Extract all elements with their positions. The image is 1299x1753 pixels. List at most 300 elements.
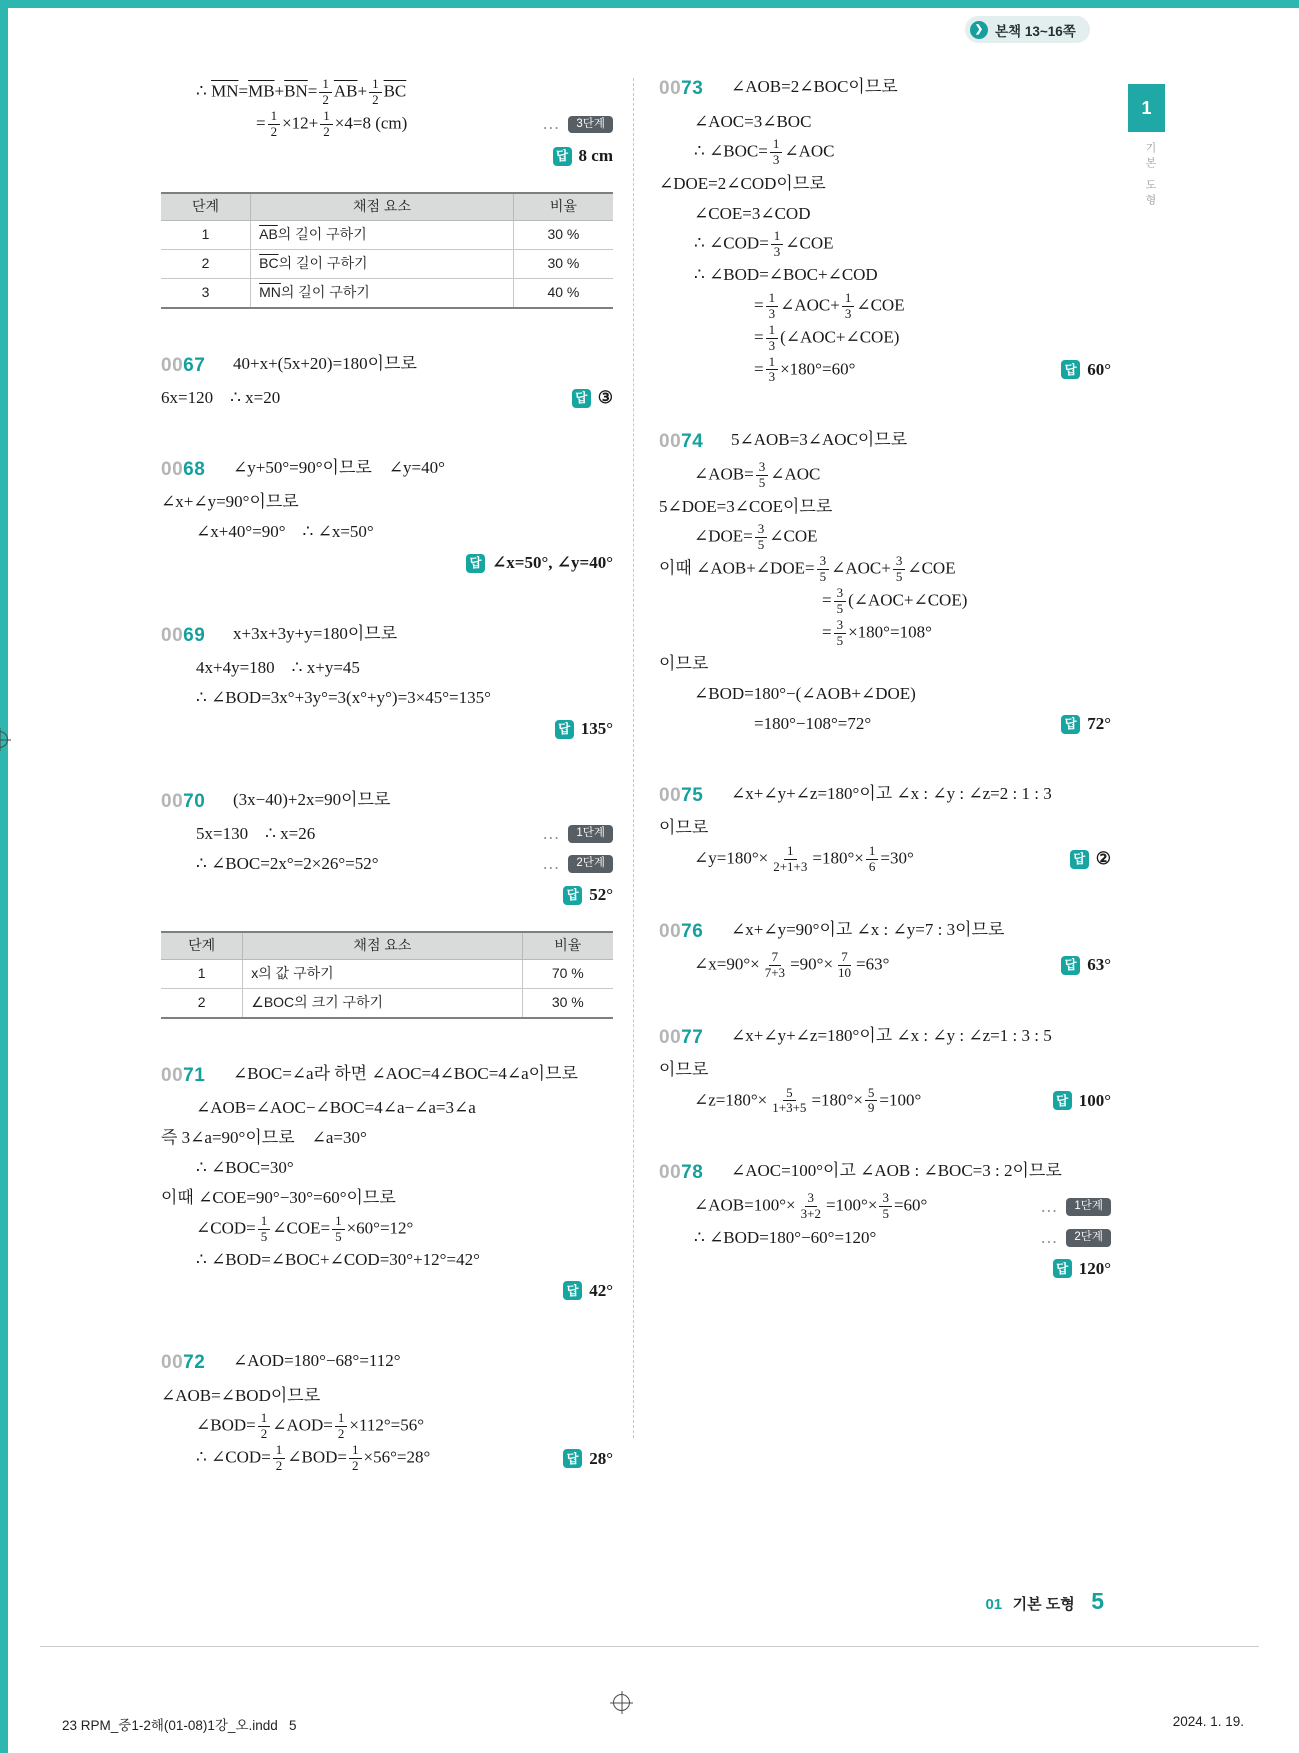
fraction: $\frac{3}{5}$ [756, 460, 769, 491]
fraction: $\frac{1}{3}$ [771, 229, 784, 260]
math-text: ∠COE=3∠COD [694, 203, 811, 223]
problem-block [161, 1063, 613, 1307]
table-cell: 3 [161, 278, 251, 308]
math-text: ∠AOB=∠BOD이므로 [161, 1386, 321, 1406]
problem-block [161, 353, 613, 413]
table-cell: ∠BOC의 크기 구하기 [243, 988, 522, 1018]
problem-head [659, 1160, 1111, 1190]
problem-number-prefix: 00 [659, 431, 682, 453]
book-ref-label: 본책 13~16쪽 [995, 23, 1076, 39]
fraction: $\frac{1}{3}$ [766, 355, 779, 386]
problem-block [659, 919, 1111, 981]
solution-line [161, 684, 613, 713]
table-cell: 70 % [522, 959, 613, 988]
answer-line [161, 714, 613, 745]
answer-badge: 답 [563, 886, 582, 905]
answer-value: ∠x=50°, ∠y=40° [492, 553, 613, 573]
solution-line [659, 291, 1111, 322]
solution-line [161, 1381, 613, 1410]
overline-segment: $\overline{MN}$ [211, 81, 239, 101]
problem-number-prefix: 00 [161, 458, 184, 480]
problem-number-suffix: 74 [681, 431, 704, 453]
solution-line [161, 850, 613, 879]
answer [1051, 954, 1111, 976]
problem-first-line: ∠AOC=100°이고 ∠AOB : ∠BOC=3 : 2이므로 [731, 1161, 1062, 1181]
answer-value: 63° [1087, 955, 1111, 975]
math-text: ∠x+∠y=90°이므로 [161, 492, 299, 512]
fraction: $\frac{1}{3}$ [766, 291, 779, 322]
math-text: ∴ ∠BOD=3x°+3y°=3(x°+y°)=3×45°=135° [196, 688, 491, 708]
answer-badge: 답 [1061, 956, 1080, 975]
answer-badge: 답 [563, 1281, 582, 1300]
math-text: ∠DOE=2∠COD이므로 [659, 173, 826, 193]
problem-block [659, 429, 1111, 738]
problem-number [659, 76, 731, 101]
math-text: 이때 ∠AOB+∠DOE= $\frac{3}{5}$ ∠AOC+ $\frac{3}{5}$ ∠COE [659, 553, 956, 585]
chapter-side-label: 기본 도형 [1144, 142, 1156, 210]
problem-number-prefix: 00 [161, 1352, 184, 1374]
problem-number-prefix: 00 [659, 784, 682, 806]
problem-head [161, 1350, 613, 1380]
fraction: $\frac{7}{7+3}$ [764, 948, 786, 980]
table-row [161, 220, 613, 249]
math-text: 5∠DOE=3∠COE이므로 [659, 496, 833, 516]
problem-number [659, 1025, 731, 1050]
answer-line [161, 880, 613, 911]
problem-number-suffix: 67 [183, 354, 206, 376]
math-text: ∴ ∠BOD=180°−60°=120° [694, 1227, 877, 1247]
fraction: $\frac{3}{5}$ [755, 522, 768, 553]
problem-block [161, 623, 613, 745]
math-text: ∴ $\overline{MN}=\overline{MB}+\overline{BN}=$ $\frac{1}{2}$ $\overline{AB}+$ $\frac{1}{2}$ $\overline{BC}$ [196, 76, 407, 107]
math-text: ∠DOE= $\frac{3}{5}$ ∠COE [694, 521, 818, 553]
problem-head [659, 783, 1111, 813]
chapter-title: 기본 도형 [1012, 1596, 1075, 1613]
overline-segment: $\overline{BN}$ [284, 81, 308, 101]
problem-first-line: ∠x+∠y+∠z=180°이고 ∠x : ∠y : ∠z=2 : 1 : 3 [731, 783, 1052, 803]
solution-line [659, 323, 1111, 354]
math-text: ∠COD= $\frac{1}{5}$ ∠COE= $\frac{1}{5}$ ×60°=12° [196, 1212, 414, 1244]
ellipsis: … [542, 824, 562, 844]
solution-line [659, 586, 1111, 617]
table-header-cell: 비율 [513, 193, 613, 220]
solution-line [659, 355, 1111, 386]
fraction: $\frac{3}{5}$ [893, 554, 906, 585]
solution-line [161, 77, 613, 108]
solution-line [161, 1184, 613, 1213]
left-accent-bar [0, 0, 8, 1753]
math-text: ∠x=90°× $\frac{7}{7+3}$ =90°× $\frac{7}{10}$ =63° [694, 948, 890, 980]
solution-line [659, 492, 1111, 521]
answer-badge: 답 [1053, 1259, 1072, 1278]
math-text: = $\frac{1}{2}$ ×12+ $\frac{1}{2}$ ×4=8 (cm) [256, 107, 408, 139]
math-text: 6x=120 ∴ x=20 [161, 388, 281, 408]
problem-number-prefix: 00 [161, 354, 184, 376]
math-text: ∴ ∠BOD=∠BOC+∠COD=30°+12°=42° [196, 1250, 480, 1270]
answer-value: 135° [580, 719, 613, 739]
table-cell: 30 % [513, 249, 613, 278]
ellipsis: … [1040, 1196, 1060, 1216]
step-badge: 1단계 [568, 825, 613, 843]
ellipsis: … [542, 854, 562, 874]
answer-line [659, 1253, 1111, 1284]
problem-head [161, 353, 613, 383]
problem-block [659, 1160, 1111, 1284]
problem-head [161, 789, 613, 819]
answer [1043, 1090, 1111, 1112]
table-header-cell: 단계 [161, 193, 251, 220]
problem-number [161, 623, 233, 648]
chevron-right-icon: ❯ [970, 21, 988, 39]
answer [543, 145, 613, 167]
table-row [161, 249, 613, 278]
fraction: $\frac{1}{2}$ [320, 109, 333, 140]
fraction: $\frac{1}{2}$ [268, 109, 281, 140]
solution-line [659, 199, 1111, 228]
table-row [161, 278, 613, 308]
solution-line [659, 618, 1111, 649]
answer [456, 552, 613, 574]
overline-segment: $\overline{BC}$ [259, 254, 279, 271]
answer-value: 8 cm [578, 146, 613, 166]
solution-line [161, 109, 613, 140]
answer [1051, 359, 1111, 381]
answer [562, 387, 613, 409]
solution-line [659, 554, 1111, 585]
answer [553, 884, 613, 906]
math-text: 이때 ∠COE=90°−30°=60°이므로 [161, 1188, 396, 1208]
table-cell: 30 % [513, 220, 613, 249]
math-text: ∠AOB=∠AOC−∠BOC=4∠a−∠a=3∠a [196, 1098, 476, 1118]
problem-number-suffix: 69 [183, 624, 206, 646]
solution-line [659, 229, 1111, 260]
solution-line [659, 522, 1111, 553]
answer-value: 42° [589, 1281, 613, 1301]
problem-number-suffix: 70 [183, 790, 206, 812]
answer-badge: 답 [1061, 715, 1080, 734]
page-number: 5 [1091, 1588, 1104, 1614]
solution-line [659, 814, 1111, 843]
answer-badge: 답 [1070, 850, 1089, 869]
step-badge: 2단계 [1066, 1229, 1111, 1247]
fraction: $\frac{1}{5}$ [332, 1214, 345, 1245]
math-text: 이므로 [659, 818, 709, 838]
fraction: $\frac{1}{6}$ [866, 844, 879, 875]
answer-badge: 답 [563, 1449, 582, 1468]
problem-head [161, 623, 613, 653]
problem-number-suffix: 77 [681, 1026, 704, 1048]
answer-value: 120° [1078, 1258, 1111, 1278]
problem-block [659, 76, 1111, 385]
print-date: 2024. 1. 19. [1172, 1714, 1244, 1729]
answer [1051, 713, 1111, 735]
problem-number-prefix: 00 [659, 78, 682, 99]
book-ref-badge [965, 16, 1090, 43]
math-text: = $\frac{3}{5}$ ×180°=108° [822, 616, 932, 648]
math-text: 이므로 [659, 654, 709, 674]
answer-badge: 답 [466, 554, 485, 573]
problem-number-suffix: 76 [681, 920, 704, 942]
fraction: $\frac{3}{5}$ [879, 1191, 892, 1222]
problem-number-suffix: 72 [183, 1352, 206, 1374]
table-cell: 30 % [522, 988, 613, 1018]
fraction: $\frac{1}{2}$ [369, 77, 382, 108]
table-cell: $\overline{BC}$의 길이 구하기 [251, 249, 514, 278]
ellipsis: … [1040, 1227, 1060, 1247]
problem-number-prefix: 00 [161, 1064, 184, 1086]
math-text: ∴ ∠COD= $\frac{1}{2}$ ∠BOD= $\frac{1}{2}$ ×56°=28° [196, 1442, 431, 1474]
table-cell: $\overline{AB}$의 길이 구하기 [251, 220, 514, 249]
math-text: ∠z=180°× $\frac{5}{1+3+5}$ =180°× $\frac{5}{9}$ =100° [694, 1084, 922, 1116]
chapter-footer [659, 1588, 1104, 1615]
problem-number [161, 789, 233, 814]
answer-line [161, 1275, 613, 1306]
fraction: $\frac{5}{1+3+5}$ [772, 1084, 807, 1116]
answer-value: 100° [1078, 1091, 1111, 1111]
problem-head [161, 1063, 613, 1093]
solution-line [659, 950, 1111, 981]
solution-block [161, 77, 613, 172]
solution-line [659, 680, 1111, 709]
solution-line [659, 710, 1111, 739]
answer [553, 1448, 613, 1470]
problem-number [659, 783, 731, 808]
solution-line [659, 137, 1111, 168]
overline-segment: $\overline{MB}$ [248, 81, 275, 101]
solution-line [659, 1191, 1111, 1222]
problem-number-suffix: 71 [183, 1064, 206, 1086]
math-text: = $\frac{3}{5}$ (∠AOC+∠COE) [822, 585, 968, 616]
problem-number-prefix: 00 [659, 1026, 682, 1048]
problem-number-prefix: 00 [659, 920, 682, 942]
problem-number [161, 457, 233, 482]
answer-value: ③ [597, 388, 613, 408]
fraction: $\frac{1}{2}$ [335, 1411, 348, 1442]
problem-number-prefix: 00 [161, 790, 184, 812]
fraction: $\frac{5}{9}$ [865, 1086, 878, 1117]
math-text: ∴ ∠BOC=2x°=2×26°=52° [196, 854, 379, 874]
math-text: ∠AOB= $\frac{3}{5}$ ∠AOC [694, 459, 821, 491]
step-badge: 1단계 [1066, 1198, 1111, 1216]
math-text: = $\frac{1}{3}$ ×180°=60° [754, 353, 856, 385]
problem-first-line: ∠x+∠y+∠z=180°이고 ∠x : ∠y : ∠z=1 : 3 : 5 [731, 1025, 1052, 1045]
answer-value: 52° [589, 885, 613, 905]
solution-line [161, 488, 613, 517]
table-row [161, 959, 613, 988]
problem-head [659, 919, 1111, 949]
answer-line [161, 548, 613, 579]
math-text: ∠BOD= $\frac{1}{2}$ ∠AOD= $\frac{1}{2}$ ×112°=56° [196, 1410, 425, 1442]
table-header-cell: 채점 요소 [243, 932, 522, 959]
table-header-cell: 채점 요소 [251, 193, 514, 220]
solution-line [659, 460, 1111, 491]
problem-first-line: ∠AOB=2∠BOC이므로 [731, 77, 898, 96]
math-text: 4x+4y=180 ∴ x+y=45 [196, 658, 360, 678]
problem-head [659, 1025, 1111, 1055]
overline-segment: $\overline{AB}$ [259, 225, 278, 242]
fraction: $\frac{1}{2}$ [349, 1443, 362, 1474]
problem-first-line: 40+x+(5x+20)=180이므로 [233, 353, 417, 373]
fraction: $\frac{1}{2}$ [273, 1443, 286, 1474]
math-text: ∠BOD=180°−(∠AOB+∠DOE) [694, 684, 916, 704]
table-header-cell: 비율 [522, 932, 613, 959]
problem-number [659, 919, 731, 944]
table-header-row [161, 932, 613, 959]
table-header-cell: 단계 [161, 932, 243, 959]
problem-number-prefix: 00 [161, 624, 184, 646]
problem-block [161, 1350, 613, 1474]
fraction: $\frac{1}{3}$ [842, 291, 855, 322]
table-row [161, 988, 613, 1018]
fraction: $\frac{1}{5}$ [258, 1214, 271, 1245]
problem-head [659, 429, 1111, 459]
column-divider [633, 78, 634, 1438]
solution-line [659, 261, 1111, 290]
math-text: ∠x+40°=90° ∴ ∠x=50° [196, 522, 374, 542]
answer-value: 60° [1087, 360, 1111, 380]
table-cell: 2 [161, 249, 251, 278]
problem-number-suffix: 75 [681, 784, 704, 806]
chapter-side-tab: 1 [1128, 84, 1165, 132]
table-cell: 1 [161, 959, 243, 988]
registration-mark [613, 1694, 630, 1711]
math-text: ∴ ∠BOC= $\frac{1}{3}$ ∠AOC [694, 136, 835, 167]
fraction: $\frac{1}{2+1+3}$ [773, 842, 808, 874]
math-text: ∴ ∠COD= $\frac{1}{3}$ ∠COE [694, 227, 834, 259]
top-accent-bar [0, 0, 1299, 8]
answer-badge: 답 [1061, 360, 1080, 379]
footer-rule [40, 1646, 1259, 1647]
solution-line [161, 820, 613, 849]
answer-value: ② [1095, 849, 1111, 869]
answer-badge: 답 [553, 147, 572, 166]
problem-number-suffix: 68 [183, 458, 206, 480]
table-cell: 2 [161, 988, 243, 1018]
table-cell: 1 [161, 220, 251, 249]
problem-number [161, 353, 233, 378]
grading-table [161, 931, 613, 1019]
math-text: ∠AOB=100°× $\frac{3}{3+2}$ =100°× $\frac{3}{5}$ =60° [694, 1190, 928, 1222]
fraction: $\frac{3}{5}$ [817, 554, 830, 585]
problem-number [161, 1063, 233, 1088]
answer-value: 28° [589, 1448, 613, 1468]
solution-line [161, 1094, 613, 1123]
math-text: 이므로 [659, 1060, 709, 1080]
solution-line [161, 518, 613, 547]
overline-segment: $\overline{MN}$ [259, 283, 281, 300]
solution-line [161, 654, 613, 683]
math-text: ∠AOC=3∠BOC [694, 111, 812, 131]
problem-first-line: x+3x+3y+y=180이므로 [233, 623, 398, 643]
answer-line [161, 141, 613, 172]
fraction: $\frac{1}{3}$ [770, 137, 783, 168]
solution-line [659, 650, 1111, 679]
math-text: ∠y=180°× $\frac{1}{2+1+3}$ =180°× $\frac{1}{6}$ =30° [694, 842, 914, 874]
solution-line [161, 384, 613, 413]
answer-badge: 답 [572, 389, 591, 408]
solution-line [659, 844, 1111, 875]
math-text: = $\frac{1}{3}$ ∠AOC+ $\frac{1}{3}$ ∠COE [754, 289, 905, 321]
table-cell: 40 % [513, 278, 613, 308]
math-text: ∴ ∠BOC=30° [196, 1158, 294, 1178]
solution-line [659, 1056, 1111, 1085]
fraction: $\frac{3}{3+2}$ [800, 1190, 821, 1222]
problem-first-line: ∠AOD=180°−68°=112° [233, 1351, 401, 1371]
math-text: =180°−108°=72° [754, 714, 872, 734]
print-file-info: 23 RPM_중1-2해(01-08)1강_오.indd 5 [62, 1718, 297, 1733]
problem-block [161, 789, 613, 911]
math-text: 즉 3∠a=90°이므로 ∠a=30° [161, 1128, 367, 1148]
solution-line [659, 169, 1111, 198]
problem-number-prefix: 00 [659, 1162, 682, 1184]
ellipsis: … [542, 114, 562, 134]
fraction: $\frac{1}{2}$ [258, 1411, 271, 1442]
problem-first-line: ∠BOC=∠a라 하면 ∠AOC=4∠BOC=4∠a이므로 [233, 1063, 578, 1083]
fraction: $\frac{3}{5}$ [834, 618, 847, 649]
table-header-row [161, 193, 613, 220]
answer-badge: 답 [1053, 1091, 1072, 1110]
table-cell: x의 값 구하기 [243, 959, 522, 988]
step-badge: 2단계 [568, 855, 613, 873]
problem-block [161, 457, 613, 579]
answer [1043, 1258, 1111, 1280]
fraction: $\frac{1}{3}$ [766, 323, 779, 354]
answer-value: 72° [1087, 714, 1111, 734]
overline-segment: $\overline{BC}$ [383, 81, 407, 101]
problem-number [659, 1160, 731, 1185]
math-text: ∴ ∠BOD=∠BOC+∠COD [694, 265, 878, 285]
overline-segment: $\overline{AB}$ [333, 81, 358, 101]
solution-line [161, 1124, 613, 1153]
fraction: $\frac{3}{5}$ [834, 586, 847, 617]
problem-head [161, 457, 613, 487]
solution-line [161, 1411, 613, 1442]
solution-line [161, 1443, 613, 1474]
fraction: $\frac{1}{2}$ [319, 77, 332, 108]
problem-first-line: 5∠AOB=3∠AOC이므로 [731, 430, 908, 450]
fraction: $\frac{7}{10}$ [838, 948, 852, 980]
answer [553, 1280, 613, 1302]
math-text: 5x=130 ∴ x=26 [196, 824, 316, 844]
grading-table [161, 192, 613, 309]
math-text: = $\frac{1}{3}$ (∠AOC+∠COE) [754, 321, 900, 353]
problem-first-line: ∠x+∠y=90°이고 ∠x : ∠y=7 : 3이므로 [731, 919, 1005, 939]
solution-line [161, 1245, 613, 1274]
answer [1060, 848, 1111, 870]
problem-number-suffix: 78 [681, 1162, 704, 1184]
problem-number [659, 429, 731, 454]
problem-first-line: ∠y+50°=90°이므로 ∠y=40° [233, 457, 445, 477]
solution-line [659, 1223, 1111, 1252]
solution-line [161, 1154, 613, 1183]
problem-first-line: (3x−40)+2x=90이므로 [233, 789, 391, 809]
problem-number [161, 1350, 233, 1375]
answer [545, 718, 613, 740]
step-badge: 3단계 [568, 116, 613, 134]
problem-block [659, 1025, 1111, 1117]
problem-number-suffix: 73 [681, 78, 704, 99]
solution-line [659, 1086, 1111, 1117]
problem-block [659, 783, 1111, 875]
right-column [659, 76, 1111, 1285]
chapter-number: 01 [985, 1596, 1003, 1613]
table-cell: $\overline{MN}$의 길이 구하기 [251, 278, 514, 308]
solution-line [659, 107, 1111, 136]
left-column [161, 76, 613, 1475]
solution-line [161, 1214, 613, 1245]
problem-head [659, 76, 1111, 106]
answer-badge: 답 [555, 720, 574, 739]
